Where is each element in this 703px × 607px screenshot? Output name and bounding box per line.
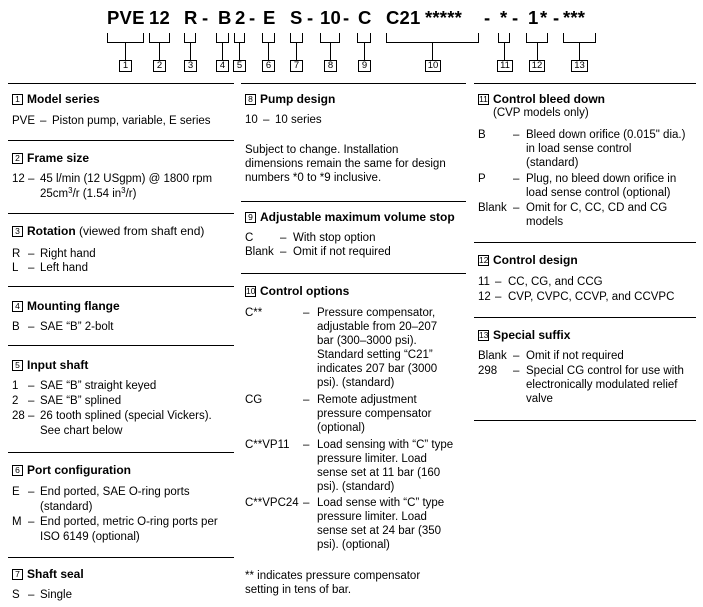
code-box-8: 8 — [324, 60, 337, 72]
code-bracket — [216, 33, 229, 43]
code-bracket — [498, 33, 510, 43]
list-item: M – End ported, metric O-ring ports per ISO 6149 (optional) — [12, 516, 218, 543]
list-item: C** – Pressure compensator, adjustable from 20–207 bar (300–3000 psi). Standard setting “C21” indicates 207 bar (3000 psi). (standard) — [245, 307, 438, 389]
section-subtitle: (CVP models only) — [493, 107, 589, 119]
code-stem — [296, 43, 297, 60]
code-sep: - — [512, 7, 519, 28]
list-item: C**VPC24 – Load sense with “C” type pressure limiter. Load sense set at 24 bar (350 psi). (optional) — [245, 497, 445, 551]
code-box-6: 6 — [262, 60, 275, 72]
code-frame: 12 — [149, 7, 170, 28]
code-stem — [579, 43, 580, 60]
code-star: * — [540, 7, 548, 28]
ordering-code-page: PVE 12 R - B 2 - E S - 10 - C C21 ***** - * - 1 * - *** 1 2 3 4 5 6 7 8 9 10 11 12 13 1 Model series PVE – Piston pump, variable, E series 2 Frame size 12 – 45 l/min (12 USgpm) @ 1800 rpm $25cm^3/r$ (1.54 $in^3/r$) 3 Rotation (viewed from shaft end) R – Right hand L – Left hand 4 Mounting flange B – SAE “B” 2-bolt 5 Input shaft 1 – SAE “B” straight keyed 2 – SAE “B” splined 28 – 26 tooth splined (special Vickers). See chart below 6 Port configuration E – End ported, SAE O-ring ports (standard) M – End ported, metric O-ring ports per ISO 6149 (optional) 7 Shaft seal S – Single 8 Pump design 10 – 10 series Subject to change. Installation dimensions remain the same for design numbers *0 to *9 inclusive. 9 Adjustable maximum volume stop C – With stop option Blank – Omit if not required 10 Control options C** – Pressure compensator, adjustable from 20–207 bar (300–3000 psi). Standard setting “C21” indicates 207 bar (3000 psi). (standard) CG – Remote adjustment pressure compensator (optional) C**VP11 – Load sensing with “C” type pressure limiter. Load sense set at 11 bar (160 psi). (standard) C**VPC24 – Load sense with “C” type pressure limiter. Load sense set at 24 bar (350 psi). (optional) ** indicates pressure compensator setting in tens of bar. 11 Control bleed down (CVP models only) B – Bleed down orifice (0.015" dia.) in load sense control (standard) P – Plug, no bleed down orifice in load sense control (optional) Blank – Omit for C, CC, CD and CG models 12 Control design 11 – CC, CG, and CCG 12 – CVP, CVPC, CCVP, and CCVPC 13 Special suffix Blank – Omit if not required 298 – Special CG control for use with electronically modulated relief valve — [0, 0, 703, 607]
code-design: 10 — [320, 7, 341, 28]
section-rule — [8, 345, 234, 346]
section-rule — [8, 213, 234, 214]
section-title-port-configuration: 6 Port configuration — [12, 463, 131, 477]
list-item: 12 – 45 l/min (12 USgpm) @ 1800 rpm $25cm^3/r$ (1.54 $in^3/r$) — [12, 173, 213, 200]
code-stem — [125, 43, 126, 60]
section-title-special-suffix: 13 Special suffix — [479, 328, 571, 342]
section-rule — [474, 242, 696, 243]
code-seal: S — [290, 7, 303, 28]
code-stem — [222, 43, 223, 60]
code-bracket — [290, 33, 303, 43]
code-pve: PVE — [107, 7, 145, 28]
section-rule — [8, 83, 234, 84]
section-title-control-design: 12 Control design — [479, 253, 578, 267]
section-rule — [241, 201, 466, 202]
code-box-2: 2 — [153, 60, 166, 72]
code-bracket — [526, 33, 548, 43]
code-bracket — [234, 33, 245, 43]
list-item: C**VP11 – Load sensing with “C” type pressure limiter. Load sense set at 11 bar (160 psi). (standard) — [245, 439, 454, 493]
code-stem — [504, 43, 505, 60]
code-bracket — [184, 33, 196, 43]
code-box-3: 3 — [184, 60, 197, 72]
code-box-7: 7 — [290, 60, 303, 72]
code-box-9: 9 — [358, 60, 371, 72]
code-bracket — [107, 33, 144, 43]
section-title-control-options: 10 Control options — [246, 284, 350, 298]
code-box-1: 1 — [119, 60, 132, 72]
code-bracket — [149, 33, 170, 43]
section-title-rotation: 3 Rotation (viewed from shaft end) — [12, 224, 204, 238]
section-rule — [241, 83, 466, 84]
code-suffix: *** — [563, 7, 586, 28]
code-box-4: 4 — [216, 60, 229, 72]
code-shaft: 2 — [235, 7, 246, 28]
code-box-5: 5 — [233, 60, 246, 72]
code-flange: B — [218, 7, 232, 28]
section-title-frame-size: 2 Frame size — [12, 151, 89, 165]
list-item: CG – Remote adjustment pressure compensator (optional) — [245, 394, 432, 434]
code-rotation: R — [184, 7, 198, 28]
section-rule — [474, 420, 696, 421]
code-sep: - — [484, 7, 491, 28]
code-bracket — [563, 33, 596, 43]
section-rule — [8, 286, 234, 287]
section-title-control-bleed-down: 11 Control bleed down — [479, 92, 605, 106]
code-box-12: 12 — [529, 60, 545, 72]
code-sep: - — [307, 7, 314, 28]
code-bracket — [262, 33, 275, 43]
control-footnote: ** indicates pressure compensator setting in tens of bar. — [245, 570, 421, 596]
section-rule — [474, 317, 696, 318]
code-control: C21 — [386, 7, 421, 28]
code-stem — [364, 43, 365, 60]
section-title-pump-design: 8 Pump design — [245, 92, 335, 106]
code-bracket — [386, 33, 479, 43]
list-item: B – Bleed down orifice (0.015" dia.) in load sense control (standard) — [478, 129, 686, 169]
list-item: E – End ported, SAE O-ring ports (standard) — [12, 486, 190, 513]
section-title-model-series: 1 Model series — [12, 92, 100, 106]
section-title-volume-stop: 9 Adjustable maximum volume stop — [245, 210, 455, 224]
code-box-10: 10 — [425, 60, 441, 72]
code-stem — [239, 43, 240, 60]
section-rule — [474, 83, 696, 84]
code-stop: C — [358, 7, 372, 28]
list-item: P – Plug, no bleed down orifice in load sense control (optional) — [478, 173, 677, 199]
code-sep: - — [249, 7, 256, 28]
code-sep: - — [343, 7, 350, 28]
section-rule — [8, 140, 234, 141]
code-stem — [537, 43, 538, 60]
code-bracket — [357, 33, 371, 43]
model-code-characters — [0, 7, 703, 33]
code-bracket — [320, 33, 340, 43]
design-note: Subject to change. Installation dimensions remain the same for design numbers *0 to *9 inclusive. — [245, 144, 446, 184]
code-port: E — [263, 7, 276, 28]
list-item: Blank – Omit for C, CC, CD and CG models — [478, 202, 668, 228]
section-title-mounting-flange: 4 Mounting flange — [12, 299, 120, 313]
code-control-stars: ***** — [425, 7, 462, 28]
section-rule — [8, 452, 234, 453]
code-control-design: 1 — [528, 7, 539, 28]
list-item: 28 – 26 tooth splined (special Vickers). See chart below — [12, 410, 212, 437]
code-sep: - — [553, 7, 560, 28]
code-box-13: 13 — [571, 60, 588, 72]
code-box-11: 11 — [497, 60, 513, 72]
code-stem — [432, 43, 433, 60]
section-title-input-shaft: 5 Input shaft — [12, 358, 88, 372]
code-stem — [330, 43, 331, 60]
section-rule — [8, 557, 234, 558]
code-sep: - — [202, 7, 209, 28]
code-bleed: * — [500, 7, 508, 28]
section-title-shaft-seal: 7 Shaft seal — [12, 567, 84, 581]
code-stem — [268, 43, 269, 60]
section-rule — [241, 273, 466, 274]
code-stem — [190, 43, 191, 60]
code-stem — [159, 43, 160, 60]
list-item: 298 – Special CG control for use with electronically modulated relief valve — [478, 365, 684, 405]
